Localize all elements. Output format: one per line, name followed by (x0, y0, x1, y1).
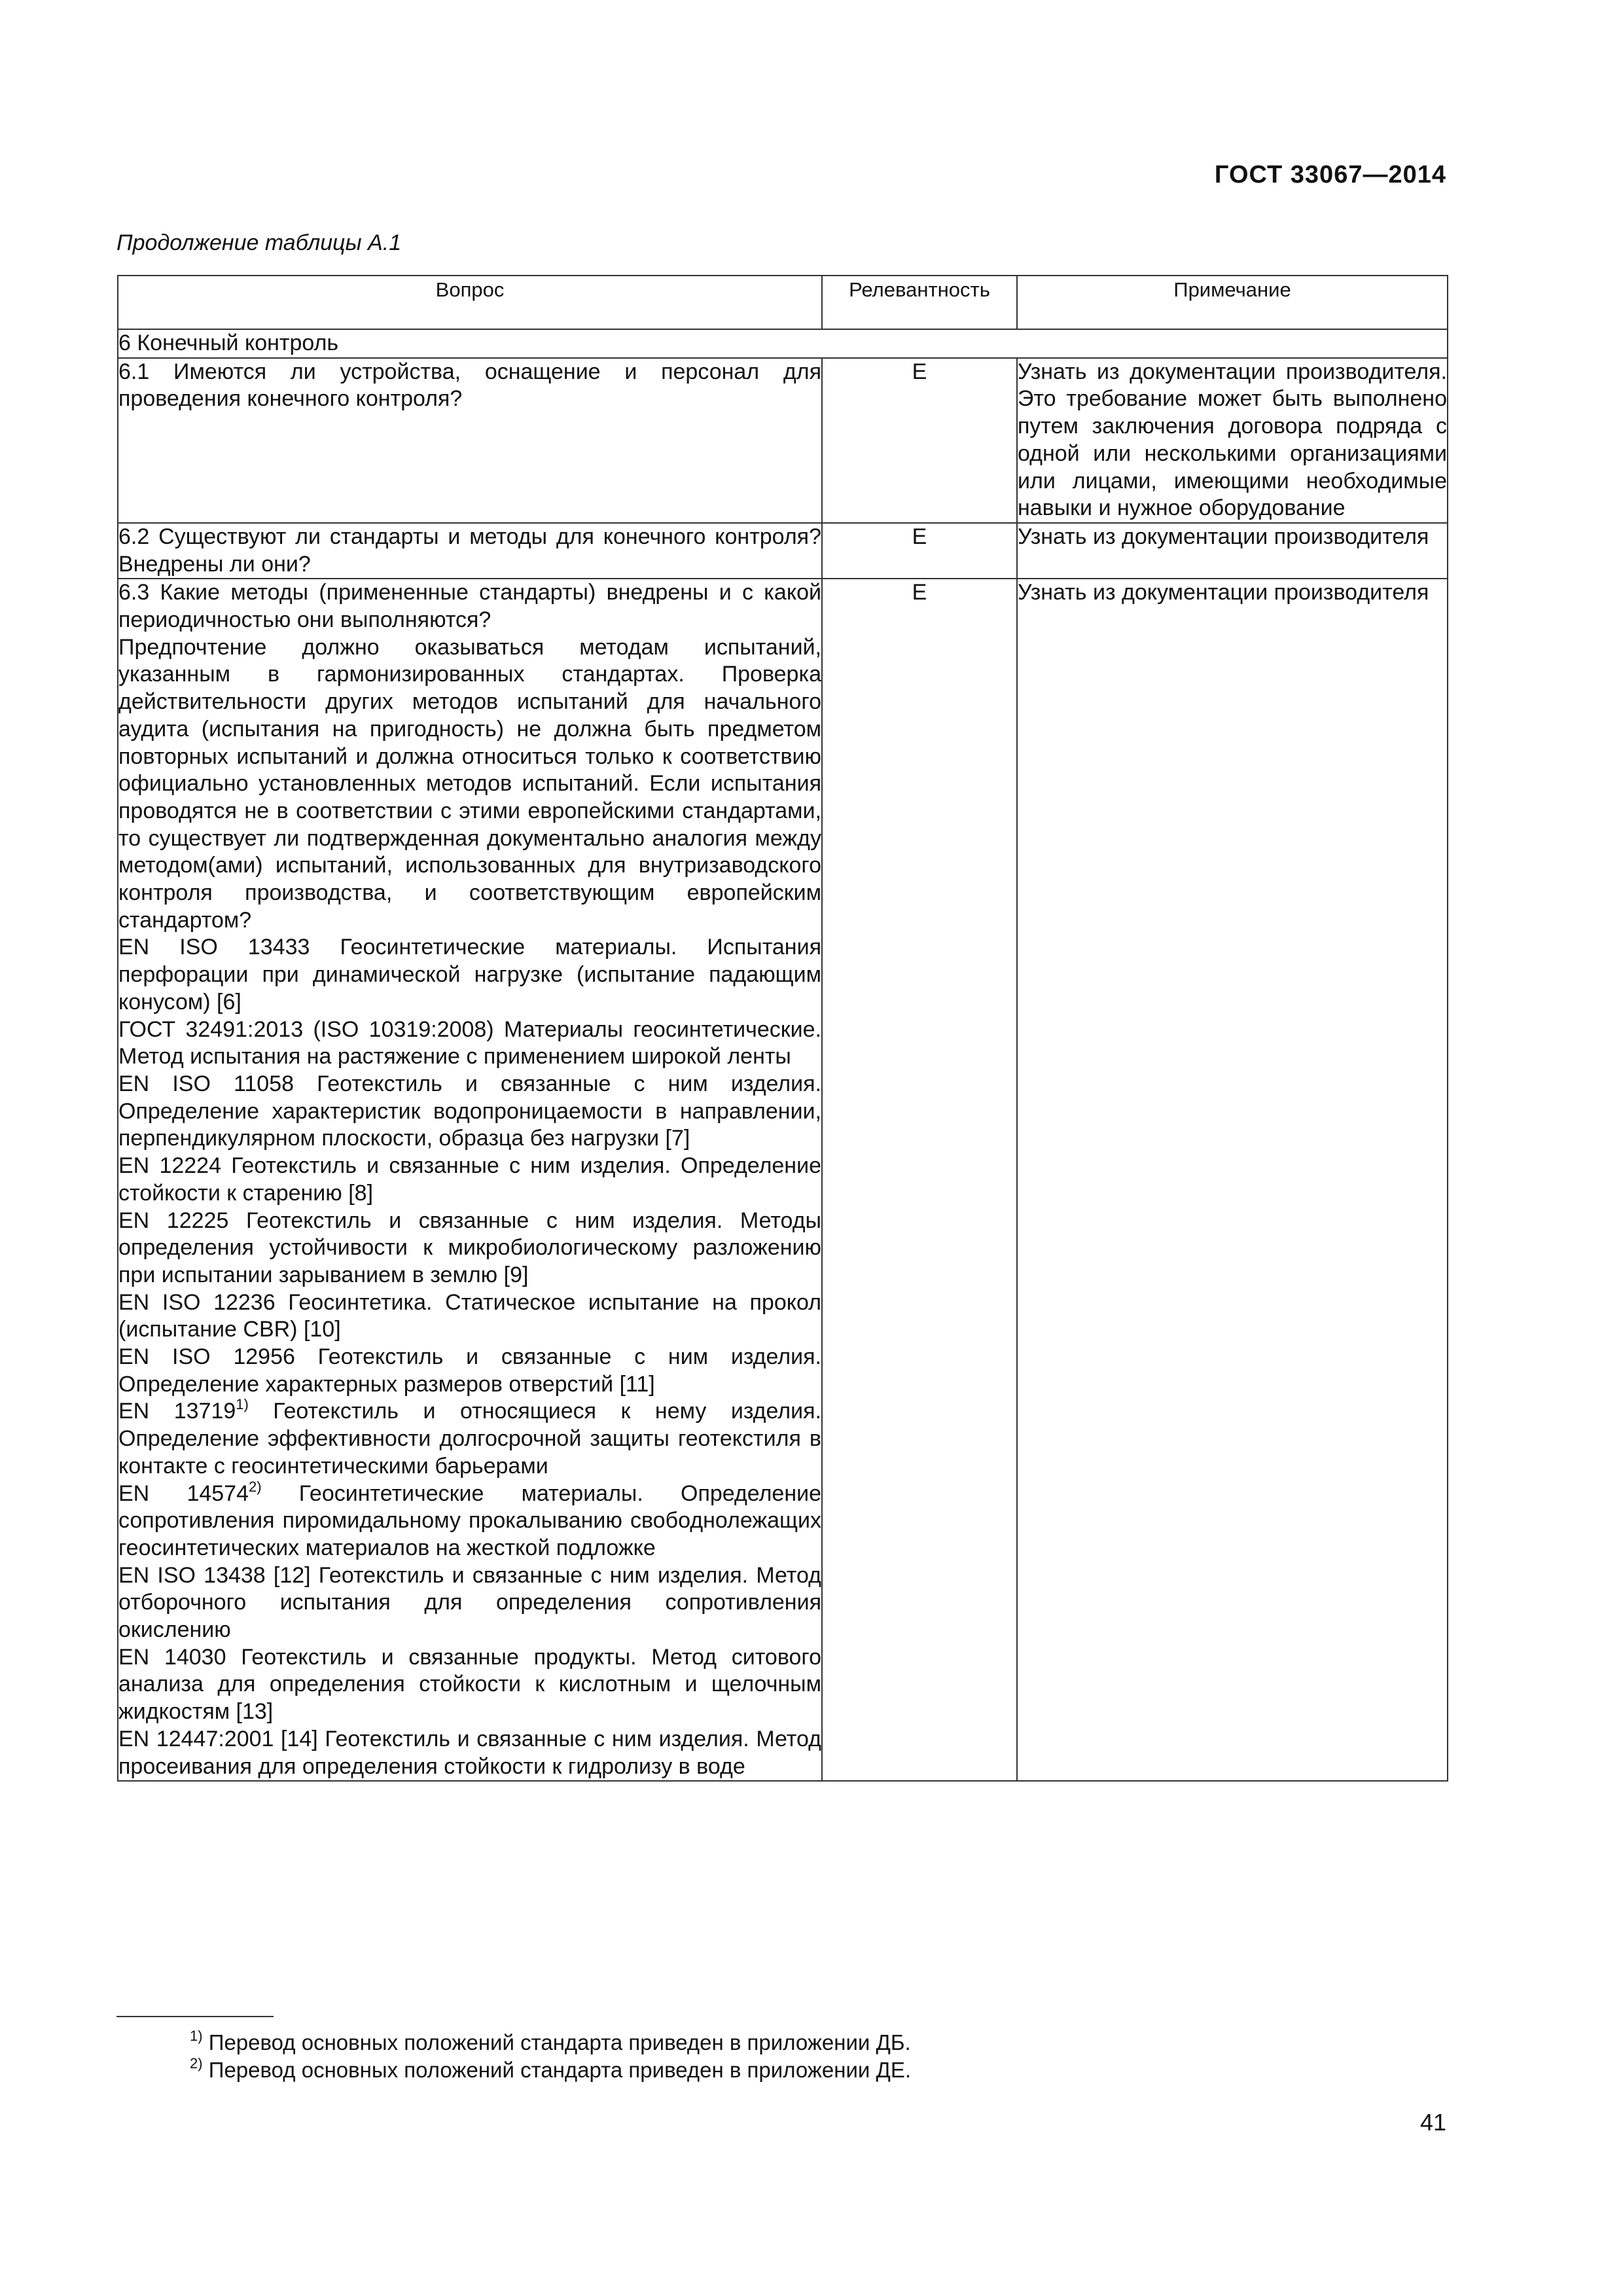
standard-reference-en14574: EN 14574$^{2)}$ Геосинтетические материалы. Определение сопротивления пиромидальному прокалыванию свободнолежащих геосинтетических материалов на жесткой подложке (118, 1478, 821, 1560)
standard-reference: EN ISO 12956 Геотекстиль и связанные с ним изделия. Определение характерных размеров отверстий [11] (118, 1344, 821, 1397)
standard-reference: ГОСТ 32491:2013 (ISO 10319:2008) Материалы геосинтетические. Метод испытания на растяжение с применением широкой ленты (118, 1016, 821, 1069)
question-text: Предпочтение должно оказываться методам испытаний, указанным в гармонизированных стандартах. Проверка действительности других методов испытаний для начального аудита (испытания на пригодность) не должна быть предметом повторных испытаний и должна относиться только к соответствию официально установленных методов испытаний. Если испытания проводятся не в соответствии с этими европейскими стандартами, то существует ли подтвержденная документально аналогия между методом(ами) испытаний, использованных для внутризаводского контроля производства, и соответствующим европейским стандартом? (118, 634, 821, 933)
requirements-table (117, 275, 1448, 1782)
footnote-mark: 2) (190, 2055, 203, 2072)
table-caption: Продолжение таблицы А.1 (116, 230, 402, 255)
standard-reference: EN ISO 13438 [12] Геотекстиль и связанные с ним изделия. Метод отборочного испытания для определения сопротивления окислению (118, 1562, 821, 1643)
standard-code: ГОСТ 33067—2014 (1214, 161, 1446, 188)
table-header-row (118, 276, 1448, 329)
footnote-reference: 1) (236, 1396, 249, 1413)
footnote-text: Перевод основных положений стандарта приведен в приложении ДБ. (208, 2030, 911, 2054)
column-header-question: Вопрос (118, 276, 822, 329)
footnote (190, 2056, 911, 2084)
standard-reference-en13719: EN 13719$^{1)}$ Геотекстиль и относящиеся к нему изделия. Определение эффективности долгосрочной защиты геотекстиля в контакте с геосинтетическими барьерами (118, 1396, 821, 1479)
standard-reference: EN 14030 Геотекстиль и связанные продукты. Метод ситового анализа для определения стойкости к кислотным и щелочным жидкостям [13] (118, 1644, 821, 1725)
relevance-cell: E (822, 579, 1017, 1781)
footnote (190, 2029, 911, 2056)
standard-reference: EN 12224 Геотекстиль и связанные с ним изделия. Определение стойкости к старению [8] (118, 1153, 821, 1206)
section-title: 6 Конечный контроль (118, 329, 1448, 358)
footnote-text: Перевод основных положений стандарта приведен в приложении ДЕ. (208, 2058, 912, 2082)
relevance-cell: E (822, 523, 1017, 579)
question-cell (118, 579, 822, 1781)
note-cell: Узнать из документации производителя (1017, 523, 1448, 579)
table-row (118, 523, 1448, 579)
page-number: 41 (1419, 2109, 1446, 2136)
table-row (118, 579, 1448, 1781)
section-row (118, 329, 1448, 358)
footnote-mark: 1) (190, 2028, 203, 2044)
column-header-relevance: Релевантность (822, 276, 1017, 329)
note-cell: Узнать из документации производителя. Это требование может быть выполнено путем заключения договора подряда с одной или несколькими организациями или лицами, имеющими необходимые навыки и нужное оборудование (1017, 358, 1448, 523)
footnotes (190, 2029, 911, 2084)
standard-reference: EN 12447:2001 [14] Геотекстиль и связанные с ним изделия. Метод просеивания для определения стойкости к гидролизу в воде (118, 1726, 821, 1779)
standard-reference: EN ISO 13433 Геосинтетические материалы. Испытания перфорации при динамической нагрузке (испытание падающим конусом) [6] (118, 935, 821, 1014)
standard-reference: EN ISO 12236 Геосинтетика. Статическое испытание на прокол (испытание CBR) [10] (118, 1289, 821, 1342)
standard-reference: EN ISO 11058 Геотекстиль и связанные с ним изделия. Определение характеристик водопроницаемости в направлении, перпендикулярном плоскости, образца без нагрузки [7] (118, 1071, 821, 1151)
standard-reference: EN 12225 Геотекстиль и связанные с ним изделия. Методы определения устойчивости к микробиологическому разложению при испытании зарыванием в землю [9] (118, 1208, 821, 1287)
footnote-reference: 2) (249, 1478, 262, 1495)
relevance-cell: E (822, 358, 1017, 523)
note-cell: Узнать из документации производителя (1017, 579, 1448, 1781)
footnote-separator (116, 2016, 274, 2017)
question-text: 6.3 Какие методы (примененные стандарты) внедрены и с какой периодичностью они выполняются? (118, 580, 821, 633)
table-row (118, 358, 1448, 523)
question-cell: 6.2 Существуют ли стандарты и методы для конечного контроля? Внедрены ли они? (118, 523, 822, 579)
question-cell: 6.1 Имеются ли устройства, оснащение и персонал для проведения конечного контроля? (118, 358, 822, 523)
column-header-note: Примечание (1017, 276, 1448, 329)
